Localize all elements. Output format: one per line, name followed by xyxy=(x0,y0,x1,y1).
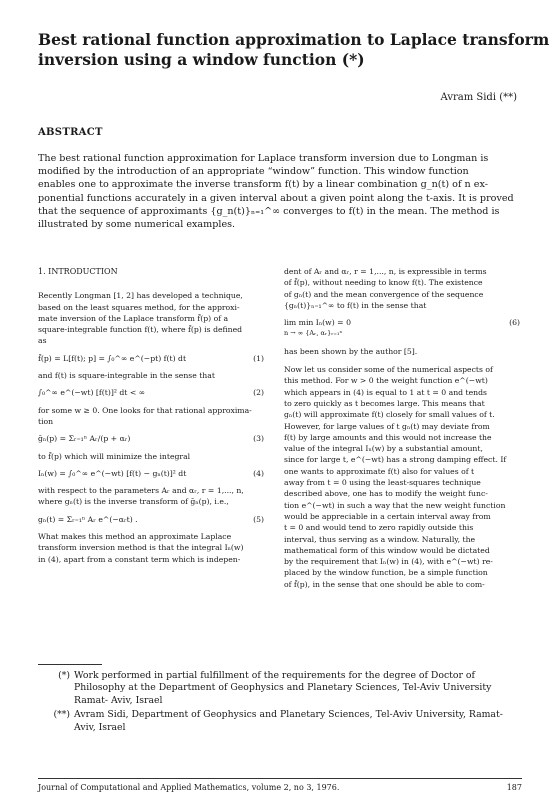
text-line: to f̄(p) which will minimize the integral xyxy=(38,451,191,461)
text-line: tion xyxy=(38,416,54,426)
equation-number: (5) xyxy=(253,514,264,524)
equation-body: Iₙ(w) = ∫₀^∞ e^(−wt) [f(t) − gₙ(t)]² dt xyxy=(38,468,187,478)
text-line: of f̄(p), in the sense that one should be able to com- xyxy=(284,579,485,589)
page-number: 187 xyxy=(506,783,522,792)
text-line: based on the least squares method, for the approxi- xyxy=(38,302,240,312)
right-column xyxy=(284,266,520,590)
text-line: has been shown by the author [5]. xyxy=(284,346,418,356)
text-line: mathematical form of this window would be dictated xyxy=(284,545,490,555)
footnote-text xyxy=(74,709,503,734)
equation-number: (6) xyxy=(509,318,520,328)
text-line: tion e^(−wt) in such a way that the new weight function xyxy=(284,500,506,510)
title-line-1: Best rational function approximation to Laplace transform xyxy=(38,30,550,49)
text-line: would be appreciable in a certain interval away from xyxy=(284,511,491,521)
text-line: described above, one has to modify the weight func- xyxy=(284,489,488,499)
abstract-line: modified by the introduction of an appropriate “window” function. This window function xyxy=(38,166,469,178)
text-line: However, for large values of t gₙ(t) may deviate from xyxy=(284,421,490,431)
paragraph-gap xyxy=(284,357,520,364)
text-line: What makes this method an approximate Laplace xyxy=(38,532,232,542)
left-column xyxy=(38,266,264,565)
abstract-line: ponential functions accurately in a given interval about a given point along the t-axis. It is proved xyxy=(38,192,514,204)
equation-body: lim min Iₙ(w) = 0 xyxy=(284,318,351,328)
journal-citation: Journal of Computational and Applied Mathematics, volume 2, no 3, 1976. xyxy=(38,783,340,792)
text-line: one wants to approximate f(t) also for values of t xyxy=(284,466,475,476)
footnote-line: Philosophy at the Department of Geophysics and Planetary Sciences, Tel-Aviv University xyxy=(74,682,492,694)
text-line: since for large t, e^(−wt) has a strong damping effect. If xyxy=(284,455,507,465)
text-line: for some w ≥ 0. One looks for that rational approxima- xyxy=(38,405,252,415)
abstract-line: illustrated by some numerical examples. xyxy=(38,219,236,231)
text-line: {gₙ(t)}ₙ₌₁^∞ to f(t) in the sense that xyxy=(284,300,427,310)
footnote-divider xyxy=(38,664,102,665)
abstract-heading: ABSTRACT xyxy=(38,127,103,138)
text-line: by the requirement that Iₙ(w) in (4), with e^(−wt) re- xyxy=(284,557,493,567)
paper-title xyxy=(38,30,550,70)
footnote-line: Ramat- Aviv, Israel xyxy=(74,694,163,706)
footnote-line: Work performed in partial fulfillment of the requirements for the degree of Doctor of xyxy=(74,670,475,681)
abstract-line: The best rational function approximation for Laplace transform inversion due to Longman is xyxy=(38,153,489,164)
text-line: mate inversion of the Laplace transform f̄(p) of a xyxy=(38,313,229,323)
text-line: placed by the window function, be a simple function xyxy=(284,568,488,578)
equation-5 xyxy=(38,514,264,525)
equation-body: gₙ(t) = Σᵣ₌₁ⁿ Aᵣ e^(−αᵣt) . xyxy=(38,514,138,524)
equation-4 xyxy=(38,468,264,479)
abstract-line: that the sequence of approximants {g_n(t)}ₙ₌₁^∞ converges to f(t) in the mean. The method is xyxy=(38,205,500,217)
footnotes xyxy=(38,670,528,736)
text-line: to zero quickly as t becomes large. This means that xyxy=(284,398,485,408)
equation-body: ∫₀^∞ e^(−wt) [f(t)]² dt < ∞ xyxy=(38,388,146,398)
equation-number: (3) xyxy=(253,434,264,444)
footnote-text xyxy=(74,670,491,707)
title-line-2: inversion using a window function (*) xyxy=(38,50,365,69)
text-line: with respect to the parameters Aᵣ and αᵣ, r = 1,..., n, xyxy=(38,486,244,496)
text-line: Recently Longman [1, 2] has developed a technique, xyxy=(38,291,243,301)
text-line: Now let us consider some of the numerical aspects of xyxy=(284,365,493,375)
equation-3 xyxy=(38,433,264,444)
text-line: which appears in (4) is equal to 1 at t = 0 and tends xyxy=(284,387,487,397)
equation-number: (4) xyxy=(253,468,264,478)
footnote-line: Aviv, Israel xyxy=(74,721,126,733)
text-line: interval, thus serving as a window. Naturally, the xyxy=(284,534,476,544)
text-line: gₙ(t) will approximate f(t) closely for small values of t. xyxy=(284,410,495,420)
text-line: t = 0 and would tend to zero rapidly outside this xyxy=(284,523,474,533)
abstract-body xyxy=(38,152,520,231)
text-line: of f̄(p), without needing to know f(t). The existence xyxy=(284,278,483,288)
text-line: away from t = 0 using the least-squares technique xyxy=(284,478,481,488)
text-line: f(t) by large amounts and this would not increase the xyxy=(284,432,492,442)
text-line: and f(t) is square-integrable in the sense that xyxy=(38,371,215,381)
footnote-line: Avram Sidi, Department of Geophysics and Planetary Sciences, Tel-Aviv University, Ramat- xyxy=(74,709,503,721)
footnote-1 xyxy=(38,670,528,707)
text-line: of gₙ(t) and the mean convergence of the sequence xyxy=(284,289,484,299)
text-line: as xyxy=(38,336,47,346)
text-line: where gₙ(t) is the inverse transform of ḡₙ(p), i.e., xyxy=(38,497,229,507)
equation-number: (1) xyxy=(253,353,264,363)
equation-body: f̄(p) = L[f(t); p] = ∫₀^∞ e^(−pt) f(t) dt xyxy=(38,353,187,363)
equation-6 xyxy=(284,317,520,328)
abstract-line: enables one to approximate the inverse transform f(t) by a linear combination g_n(t) of n ex- xyxy=(38,179,488,191)
author-name: Avram Sidi (**) xyxy=(440,92,517,103)
text-line: transform inversion method is that the integral Iₙ(w) xyxy=(38,543,244,553)
text-line: in (4), apart from a constant term which is indepen- xyxy=(38,554,241,564)
equation-body: ḡₙ(p) = Σᵣ₌₁ⁿ Aᵣ/(p + αᵣ) xyxy=(38,434,131,444)
equation-number: (2) xyxy=(253,388,264,398)
footnote-2 xyxy=(38,709,528,734)
footer-divider xyxy=(38,778,522,779)
footnote-mark: (**) xyxy=(53,709,70,721)
equation-1 xyxy=(38,353,264,364)
equation-subscript: n → ∞ {Aᵣ, αᵣ}ᵣ₌₁ⁿ xyxy=(284,329,343,338)
equation-2 xyxy=(38,387,264,398)
text-line: dent of Aᵣ and αᵣ, r = 1,..., n, is expressible in terms xyxy=(284,267,487,276)
text-line: value of the integral Iₙ(w) by a substantial amount, xyxy=(284,444,483,454)
footnote-mark: (*) xyxy=(58,670,70,681)
text-line: square-integrable function f(t), where f̄(p) is defined xyxy=(38,325,243,335)
text-line: this method. For w > 0 the weight function e^(−wt) xyxy=(284,376,488,386)
section-heading: 1. INTRODUCTION xyxy=(38,267,118,276)
